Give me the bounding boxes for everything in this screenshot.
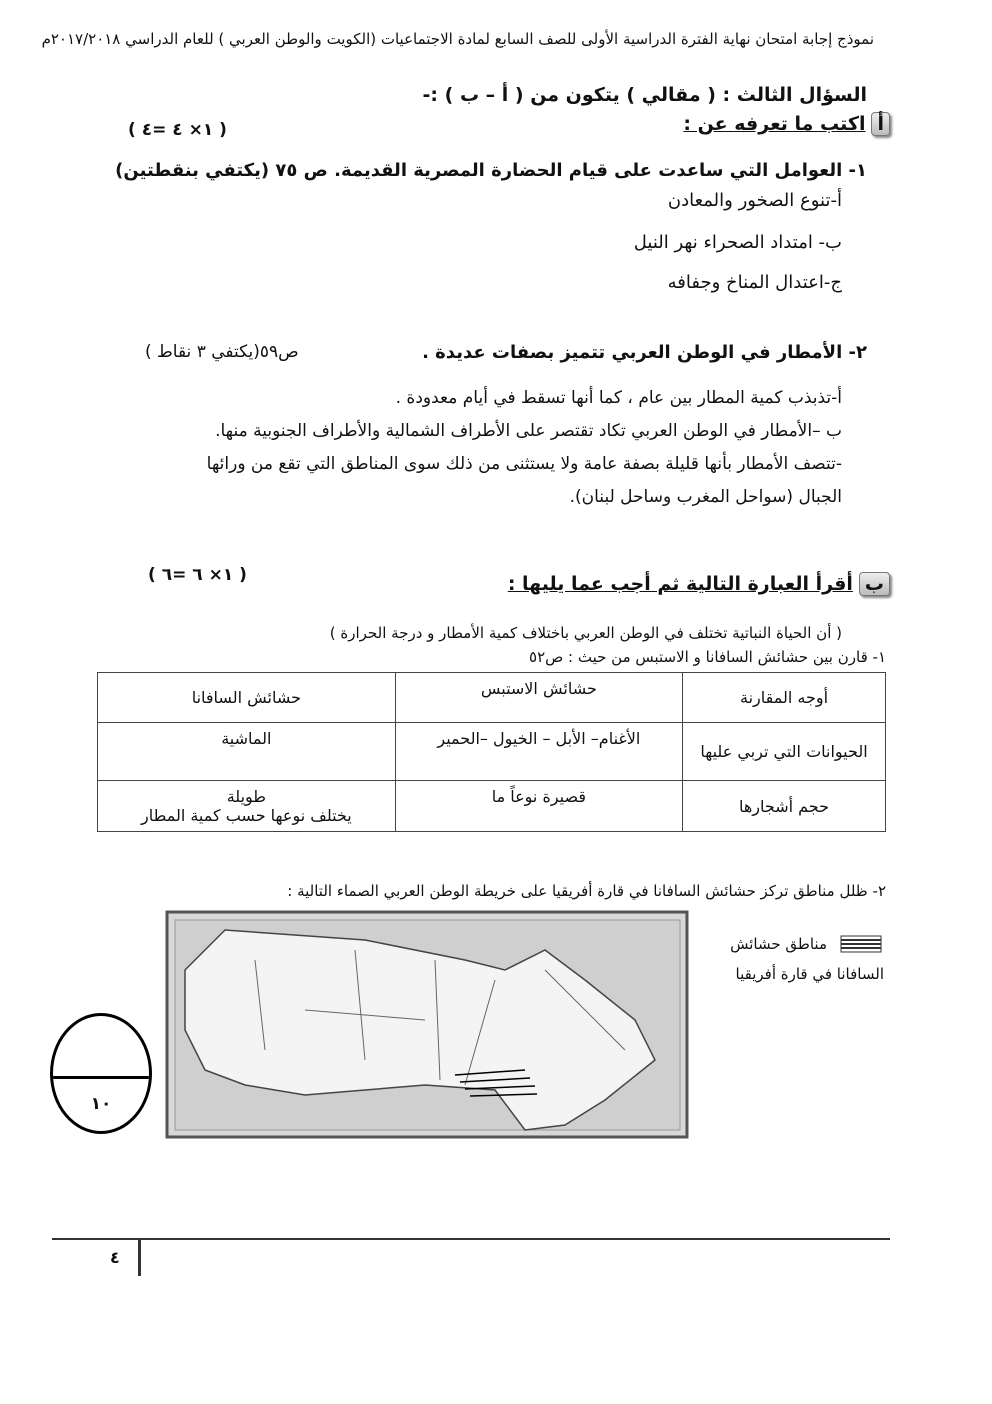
q2-answer: ب –الأمطار في الوطن العربي تكاد تقتصر على الأطراف الشمالية والأطراف الجنوبية منها.	[215, 421, 842, 441]
part-a-marks: ( ١× ٤ =٤ )	[128, 120, 227, 140]
table-cell: الحيوانات التي تربي عليها	[683, 723, 886, 781]
q2-answer: أ-تذبذب كمية المطار بين عام ، كما أنها تسقط في أيام معدودة .	[395, 388, 842, 408]
score-value: ١٠	[90, 1094, 112, 1114]
table-cell	[98, 781, 396, 832]
q2-ref: ص٥٩(يكتفي ٣ نقاط )	[145, 342, 299, 362]
table-cell: الأغنام– الأبل – الخيول –الحمير	[395, 723, 682, 781]
b-q1-text: ١- قارن بين حشائش السافانا و الاستبس من حيث : ص٥٢	[529, 648, 886, 666]
table-cell: الماشية	[98, 723, 396, 781]
table-header: أوجه المقارنة	[683, 673, 886, 723]
q1-answer: ب- امتداد الصحراء نهر النيل	[633, 232, 842, 253]
table-header: حشائش الاستبس	[395, 673, 682, 723]
legend-label: مناطق حشائش	[730, 935, 827, 953]
question-title: السؤال الثالث : ( مقالي ) يتكون من ( أ – ب ) :-	[422, 84, 867, 106]
q2-text: ٢- الأمطار في الوطن العربي تتميز بصفات عديدة .	[422, 342, 867, 363]
q2-answer: الجبال (سواحل المغرب وساحل لبنان).	[569, 487, 842, 507]
legend-label: السافانا في قارة أفريقيا	[735, 965, 884, 983]
q1-answer: أ-تنوع الصخور والمعادن	[667, 190, 842, 211]
table-cell: قصيرة نوعاً ما	[395, 781, 682, 832]
statement: ( أن الحياة النباتية تختلف في الوطن العربي باختلاف كمية الأمطار و درجة الحرارة )	[329, 624, 842, 642]
page-header: نموذج إجابة امتحان نهاية الفترة الدراسية الأولى للصف السابع لمادة الاجتماعيات (الكويت والوطن العربي ) للعام الدراسي ٢٠١٧/٢٠١٨م	[41, 30, 874, 48]
score-circle	[50, 1013, 152, 1134]
q1-answer: ج-اعتدال المناخ وجفافه	[667, 272, 842, 293]
part-b-marks: ( ١× ٦ =٦ )	[148, 565, 247, 585]
table-row	[98, 781, 886, 832]
part-b-badge: ب	[859, 572, 890, 596]
cell-line: طويلة	[226, 787, 267, 806]
footer-line	[52, 1238, 890, 1240]
part-a-title: اكتب ما تعرفه عن :	[683, 113, 866, 135]
cell-line: يختلف نوعها حسب كمية المطار	[140, 806, 352, 825]
part-a-heading	[683, 112, 890, 136]
part-b-heading	[508, 572, 890, 596]
table-cell: حجم أشجارها	[683, 781, 886, 832]
page-number: ٤	[110, 1248, 120, 1267]
legend-hatch-icon	[840, 935, 882, 953]
q2-answer: -تتصف الأمطار بأنها قليلة بصفة عامة ولا يستثنى من ذلك سوى المناطق التي تقع من ورائها	[206, 454, 842, 474]
arab-world-map	[165, 910, 697, 1145]
footer-divider	[138, 1240, 141, 1276]
comparison-table	[97, 672, 886, 832]
part-a-badge: أ	[871, 112, 890, 136]
part-b-title: أقرأ العبارة التالية ثم أجب عما يليها :	[507, 573, 853, 595]
table-header: حشائش السافانا	[98, 673, 396, 723]
q1-text: ١- العوامل التي ساعدت على قيام الحضارة المصرية القديمة. ص ٧٥ (يكتفي بنقطتين)	[115, 160, 867, 181]
table-row	[98, 723, 886, 781]
b-q2-text: ٢- ظلل مناطق تركز حشائش السافانا في قارة أفريقيا على خريطة الوطن العربي الصماء التالية :	[287, 882, 886, 900]
